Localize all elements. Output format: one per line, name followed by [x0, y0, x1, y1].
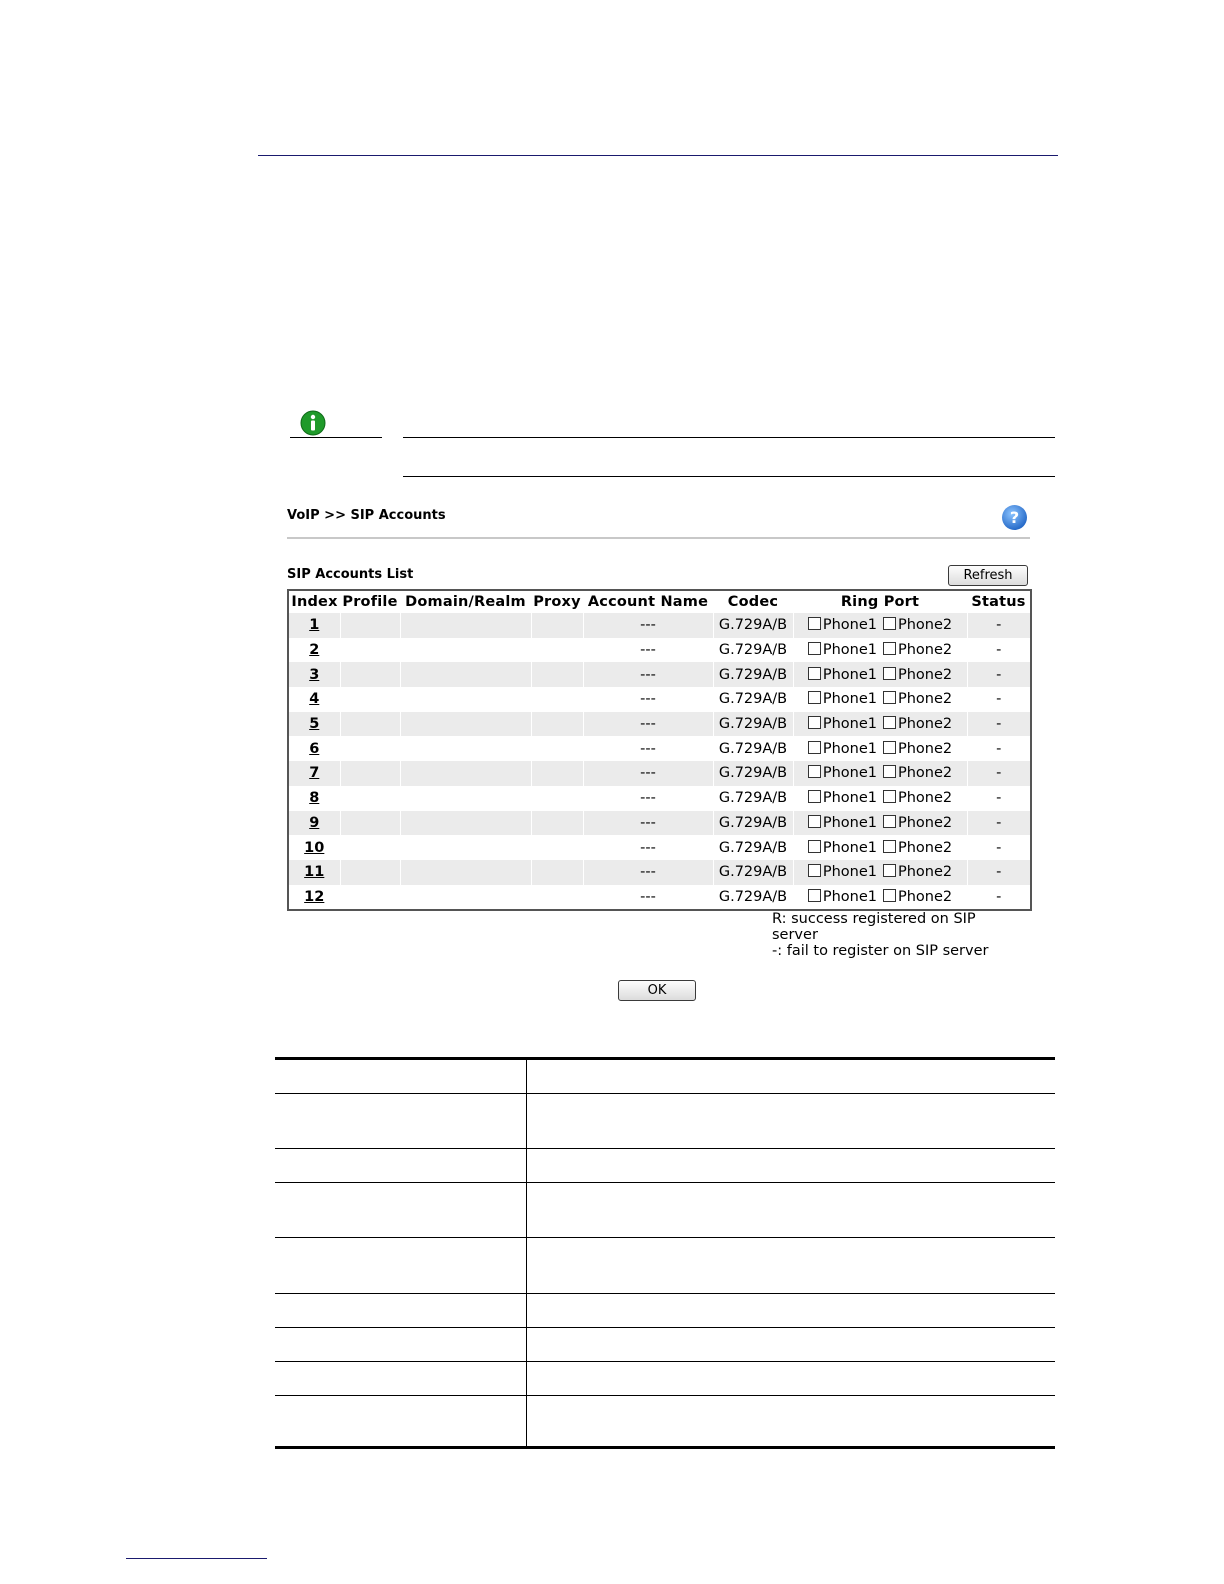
index-cell — [288, 786, 340, 811]
ring-port-phone2[interactable] — [883, 741, 952, 757]
phone2-label: Phone2 — [898, 765, 953, 782]
ring-port-cell — [793, 885, 967, 911]
domain-realm-cell — [400, 835, 531, 860]
ring-port-phone1[interactable] — [808, 840, 877, 856]
ring-port-phone2[interactable] — [883, 642, 952, 658]
account-name-cell: --- — [583, 761, 713, 786]
account-name-cell: --- — [583, 885, 713, 911]
domain-realm-cell — [400, 687, 531, 712]
ring-port-phone1[interactable] — [808, 642, 877, 658]
phone1-label: Phone1 — [822, 617, 877, 634]
proxy-cell — [531, 687, 583, 712]
table-row — [288, 712, 1031, 737]
ring-port-phone2[interactable] — [883, 765, 952, 781]
ring-port-phone1[interactable] — [808, 765, 877, 781]
phone1-checkbox[interactable] — [808, 840, 821, 853]
index-cell — [288, 662, 340, 687]
column-header-proxy: Proxy — [533, 594, 581, 610]
phone2-label: Phone2 — [898, 740, 953, 757]
codec-cell: G.729A/B — [713, 736, 793, 761]
column-header-account-name: Account Name — [587, 594, 709, 610]
column-header-domain-realm: Domain/Realm — [405, 594, 526, 610]
table-row — [288, 811, 1031, 836]
ring-port-cell — [793, 687, 967, 712]
domain-realm-cell — [400, 761, 531, 786]
account-index-link[interactable]: 6 — [309, 740, 320, 757]
ring-port-phone2[interactable] — [883, 716, 952, 732]
proxy-cell — [531, 885, 583, 911]
account-index-link[interactable]: 3 — [309, 666, 320, 683]
ring-port-cell — [793, 638, 967, 663]
refresh-button[interactable]: Refresh — [948, 565, 1028, 586]
codec-cell: G.729A/B — [713, 613, 793, 638]
profile-cell — [340, 860, 400, 885]
profile-cell — [340, 687, 400, 712]
sip-accounts-panel — [285, 500, 1035, 1010]
phone1-label: Phone1 — [822, 642, 877, 659]
account-index-link[interactable]: 5 — [309, 716, 320, 733]
proxy-cell — [531, 835, 583, 860]
page-top-rule — [258, 155, 1058, 156]
account-index-link[interactable]: 9 — [309, 814, 320, 831]
phone1-label: Phone1 — [822, 790, 877, 807]
account-index-link[interactable]: 4 — [309, 691, 320, 708]
codec-cell: G.729A/B — [713, 687, 793, 712]
index-cell — [288, 860, 340, 885]
table-row — [288, 885, 1031, 911]
table-row — [288, 761, 1031, 786]
profile-cell — [340, 662, 400, 687]
ring-port-phone1[interactable] — [808, 815, 877, 831]
footer-rule — [126, 1558, 267, 1559]
phone1-label: Phone1 — [822, 839, 877, 856]
note-rule-bottom — [403, 476, 1055, 477]
ring-port-phone2[interactable] — [883, 790, 952, 806]
status-cell: - — [967, 638, 1031, 663]
description-row — [275, 1059, 1055, 1094]
table-row — [288, 687, 1031, 712]
table-row — [288, 638, 1031, 663]
column-header-codec: Codec — [727, 594, 779, 610]
account-index-link[interactable]: 10 — [304, 839, 325, 856]
codec-cell: G.729A/B — [713, 638, 793, 663]
status-cell: - — [967, 613, 1031, 638]
phone2-label: Phone2 — [898, 790, 953, 807]
ring-port-phone1[interactable] — [808, 889, 877, 905]
phone1-label: Phone1 — [822, 888, 877, 905]
domain-realm-cell — [400, 885, 531, 911]
phone2-label: Phone2 — [898, 839, 953, 856]
phone2-label: Phone2 — [898, 642, 953, 659]
status-cell: - — [967, 885, 1031, 911]
ring-port-phone2[interactable] — [883, 864, 952, 880]
phone2-checkbox[interactable] — [883, 840, 896, 853]
description-row — [275, 1294, 1055, 1328]
profile-cell — [340, 613, 400, 638]
proxy-cell — [531, 613, 583, 638]
status-cell: - — [967, 860, 1031, 885]
proxy-cell — [531, 761, 583, 786]
phone2-label: Phone2 — [898, 814, 953, 831]
phone2-checkbox[interactable] — [883, 617, 896, 630]
phone1-label: Phone1 — [822, 765, 877, 782]
proxy-cell — [531, 638, 583, 663]
domain-realm-cell — [400, 662, 531, 687]
ring-port-phone2[interactable] — [883, 815, 952, 831]
index-cell — [288, 761, 340, 786]
codec-cell: G.729A/B — [713, 761, 793, 786]
index-cell — [288, 736, 340, 761]
account-name-cell: --- — [583, 860, 713, 885]
svg-text:?: ? — [1009, 508, 1020, 527]
domain-realm-cell — [400, 786, 531, 811]
table-row — [288, 736, 1031, 761]
ring-port-phone2[interactable] — [883, 889, 952, 905]
index-cell — [288, 835, 340, 860]
domain-realm-cell — [400, 712, 531, 737]
note-rule-top — [403, 437, 1055, 438]
status-cell: - — [967, 662, 1031, 687]
phone1-label: Phone1 — [822, 691, 877, 708]
status-cell: - — [967, 835, 1031, 860]
profile-cell — [340, 835, 400, 860]
note-rule-left — [290, 437, 382, 438]
status-cell: - — [967, 687, 1031, 712]
proxy-cell — [531, 811, 583, 836]
phone1-checkbox[interactable] — [808, 815, 821, 828]
description-row — [275, 1183, 1055, 1238]
phone2-label: Phone2 — [898, 888, 953, 905]
index-cell — [288, 712, 340, 737]
account-name-cell: --- — [583, 613, 713, 638]
status-cell: - — [967, 811, 1031, 836]
domain-realm-cell — [400, 811, 531, 836]
legend-failed: -: fail to register on SIP server — [772, 943, 989, 959]
column-header-profile: Profile — [342, 594, 398, 610]
phone1-label: Phone1 — [822, 716, 877, 733]
account-index-link[interactable]: 11 — [304, 864, 325, 881]
description-table — [275, 1057, 1055, 1449]
description-row — [275, 1149, 1055, 1183]
ring-port-cell — [793, 835, 967, 860]
phone1-label: Phone1 — [822, 864, 877, 881]
ring-port-phone1[interactable] — [808, 667, 877, 683]
profile-cell — [340, 885, 400, 911]
phone1-label: Phone1 — [822, 666, 877, 683]
ok-button[interactable]: OK — [618, 980, 696, 1001]
account-index-link[interactable]: 1 — [309, 617, 320, 634]
column-header-index: Index — [291, 594, 338, 610]
profile-cell — [340, 761, 400, 786]
ring-port-phone1[interactable] — [808, 617, 877, 633]
description-row — [275, 1396, 1055, 1448]
ring-port-cell — [793, 811, 967, 836]
account-name-cell: --- — [583, 811, 713, 836]
phone1-checkbox[interactable] — [808, 765, 821, 778]
ring-port-cell — [793, 761, 967, 786]
phone2-checkbox[interactable] — [883, 691, 896, 704]
account-index-link[interactable]: 7 — [309, 765, 320, 782]
codec-cell: G.729A/B — [713, 786, 793, 811]
ring-port-phone1[interactable] — [808, 790, 877, 806]
account-index-link[interactable]: 2 — [309, 642, 320, 659]
domain-realm-cell — [400, 860, 531, 885]
ring-port-cell — [793, 712, 967, 737]
description-row — [275, 1238, 1055, 1294]
phone1-checkbox[interactable] — [808, 691, 821, 704]
proxy-cell — [531, 736, 583, 761]
phone2-checkbox[interactable] — [883, 716, 896, 729]
table-row — [288, 786, 1031, 811]
domain-realm-cell — [400, 613, 531, 638]
phone2-label: Phone2 — [898, 864, 953, 881]
account-name-cell: --- — [583, 662, 713, 687]
header-divider — [287, 537, 1030, 539]
sip-accounts-table — [287, 589, 1032, 911]
profile-cell — [340, 811, 400, 836]
phone2-checkbox[interactable] — [883, 667, 896, 680]
codec-cell: G.729A/B — [713, 662, 793, 687]
ring-port-phone2[interactable] — [883, 691, 952, 707]
column-header-ring-port: Ring Port — [840, 594, 920, 610]
help-icon[interactable] — [1001, 504, 1028, 531]
breadcrumb: VoIP >> SIP Accounts — [287, 508, 446, 523]
table-row — [288, 835, 1031, 860]
phone2-checkbox[interactable] — [883, 815, 896, 828]
phone1-checkbox[interactable] — [808, 741, 821, 754]
profile-cell — [340, 638, 400, 663]
phone1-checkbox[interactable] — [808, 716, 821, 729]
proxy-cell — [531, 786, 583, 811]
status-cell: - — [967, 736, 1031, 761]
phone2-label: Phone2 — [898, 716, 953, 733]
profile-cell — [340, 736, 400, 761]
domain-realm-cell — [400, 638, 531, 663]
description-row — [275, 1362, 1055, 1396]
status-legend — [772, 911, 1022, 959]
status-cell: - — [967, 712, 1031, 737]
column-header-status: Status — [971, 594, 1026, 610]
account-index-link[interactable]: 8 — [309, 790, 320, 807]
account-name-cell: --- — [583, 712, 713, 737]
ring-port-phone2[interactable] — [883, 667, 952, 683]
proxy-cell — [531, 860, 583, 885]
phone1-label: Phone1 — [822, 814, 877, 831]
phone1-checkbox[interactable] — [808, 790, 821, 803]
ring-port-cell — [793, 786, 967, 811]
table-row — [288, 662, 1031, 687]
list-title: SIP Accounts List — [287, 567, 414, 582]
index-cell — [288, 811, 340, 836]
table-header-row — [288, 590, 1031, 613]
proxy-cell — [531, 712, 583, 737]
ring-port-phone1[interactable] — [808, 716, 877, 732]
account-name-cell: --- — [583, 835, 713, 860]
index-cell — [288, 613, 340, 638]
ring-port-phone1[interactable] — [808, 864, 877, 880]
index-cell — [288, 687, 340, 712]
proxy-cell — [531, 662, 583, 687]
legend-registered: R: success registered on SIP server — [772, 911, 976, 943]
ring-port-cell — [793, 662, 967, 687]
profile-cell — [340, 712, 400, 737]
phone1-checkbox[interactable] — [808, 617, 821, 630]
phone1-checkbox[interactable] — [808, 864, 821, 877]
phone2-checkbox[interactable] — [883, 642, 896, 655]
codec-cell: G.729A/B — [713, 811, 793, 836]
phone2-checkbox[interactable] — [883, 790, 896, 803]
phone1-checkbox[interactable] — [808, 642, 821, 655]
phone2-checkbox[interactable] — [883, 864, 896, 877]
table-row — [288, 613, 1031, 638]
phone1-label: Phone1 — [822, 740, 877, 757]
codec-cell: G.729A/B — [713, 835, 793, 860]
phone2-label: Phone2 — [898, 691, 953, 708]
info-icon — [300, 410, 326, 436]
ring-port-phone1[interactable] — [808, 691, 877, 707]
codec-cell: G.729A/B — [713, 885, 793, 911]
phone2-checkbox[interactable] — [883, 765, 896, 778]
account-index-link[interactable]: 12 — [304, 888, 325, 905]
phone1-checkbox[interactable] — [808, 667, 821, 680]
status-cell: - — [967, 786, 1031, 811]
profile-cell — [340, 786, 400, 811]
phone2-checkbox[interactable] — [883, 889, 896, 902]
ring-port-phone1[interactable] — [808, 741, 877, 757]
account-name-cell: --- — [583, 638, 713, 663]
ring-port-phone2[interactable] — [883, 840, 952, 856]
ring-port-cell — [793, 860, 967, 885]
phone2-label: Phone2 — [898, 666, 953, 683]
ring-port-phone2[interactable] — [883, 617, 952, 633]
index-cell — [288, 885, 340, 911]
status-cell: - — [967, 761, 1031, 786]
account-name-cell: --- — [583, 687, 713, 712]
codec-cell: G.729A/B — [713, 860, 793, 885]
codec-cell: G.729A/B — [713, 712, 793, 737]
description-row — [275, 1094, 1055, 1149]
phone1-checkbox[interactable] — [808, 889, 821, 902]
description-row — [275, 1328, 1055, 1362]
account-name-cell: --- — [583, 736, 713, 761]
table-row — [288, 860, 1031, 885]
domain-realm-cell — [400, 736, 531, 761]
ring-port-cell — [793, 613, 967, 638]
ring-port-cell — [793, 736, 967, 761]
phone2-checkbox[interactable] — [883, 741, 896, 754]
phone2-label: Phone2 — [898, 617, 953, 634]
account-name-cell: --- — [583, 786, 713, 811]
index-cell — [288, 638, 340, 663]
